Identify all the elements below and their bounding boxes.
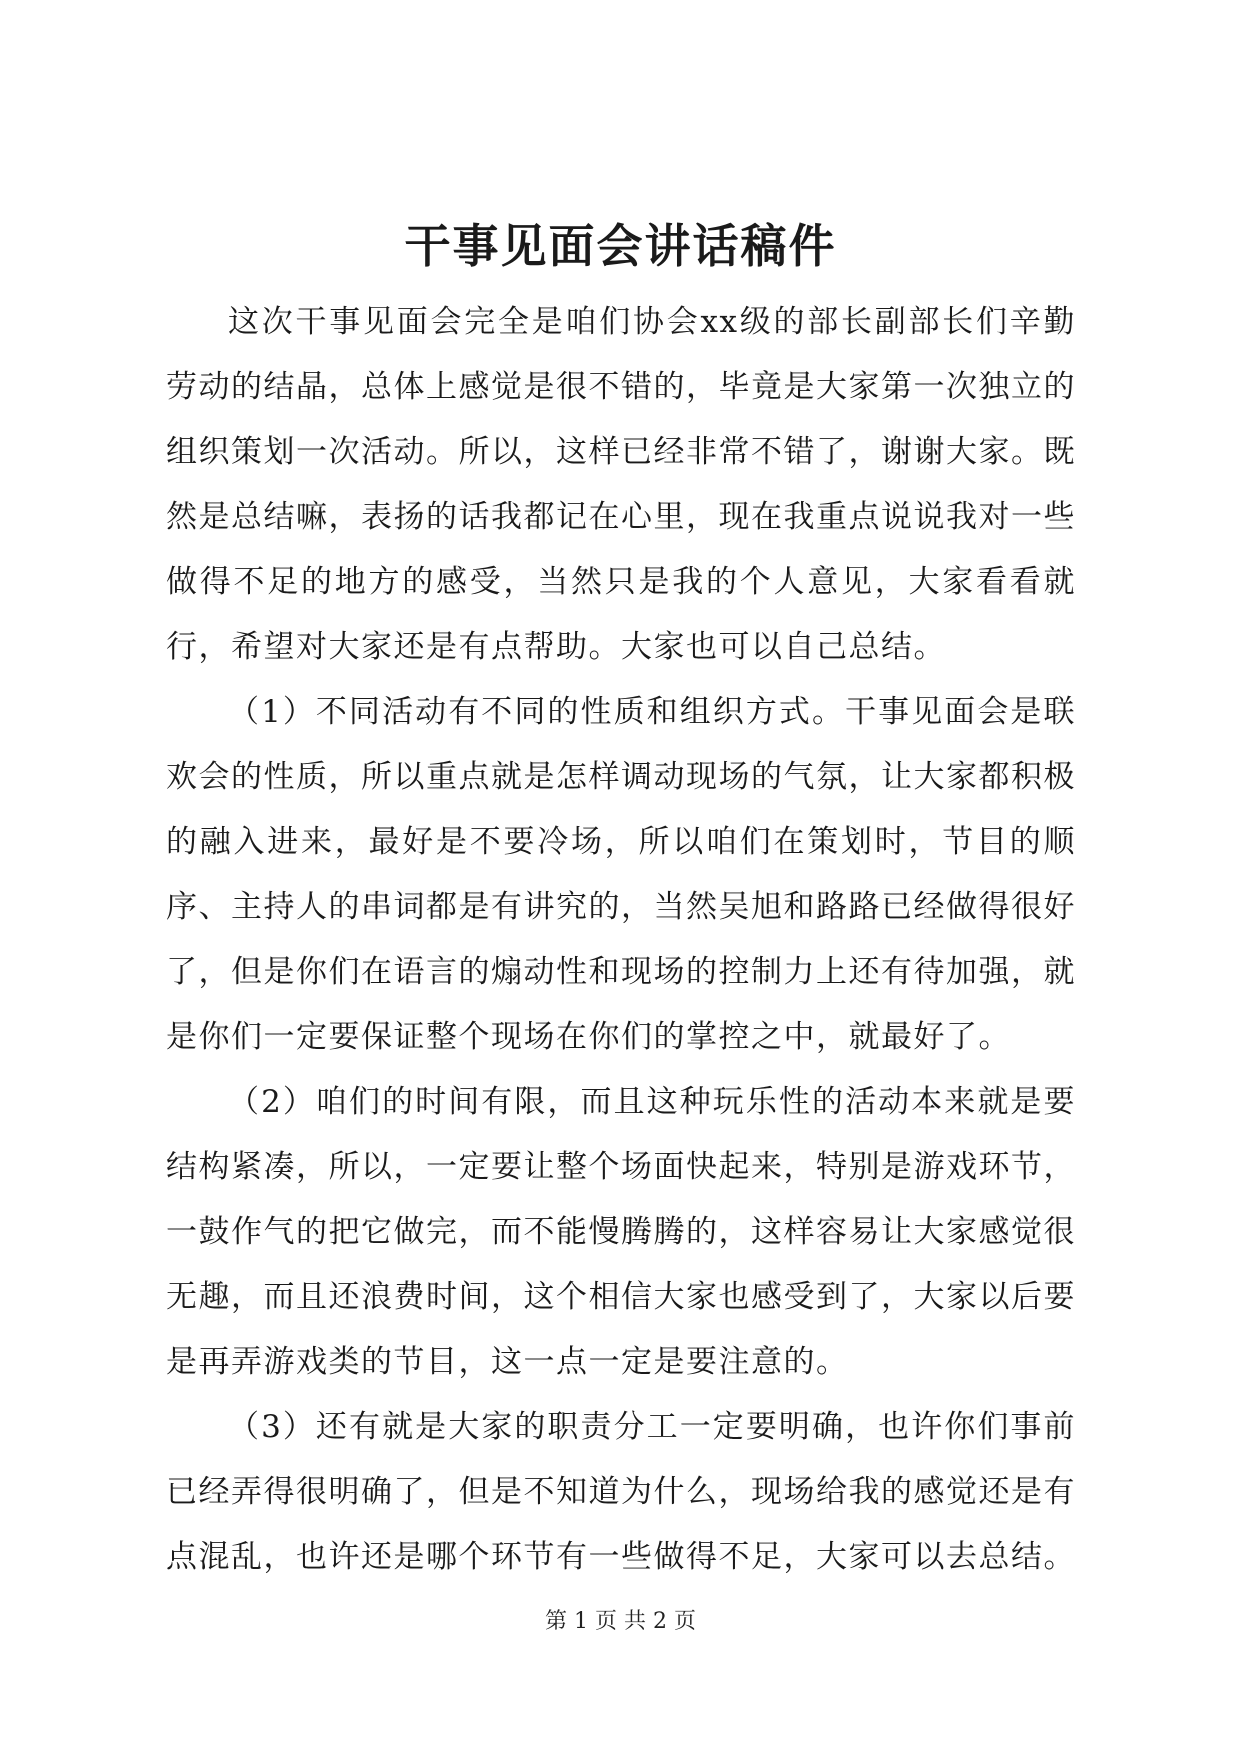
page-number-footer: 第 1 页 共 2 页 — [545, 1609, 696, 1634]
document-title: 干事见面会讲话稿件 — [404, 219, 837, 273]
paragraph-point-1: （1）不同活动有不同的性质和组织方式。干事见面会是联欢会的性质，所以重点就是怎样调动现场的气氛，让大家都积极的融入进来，最好是不要冷场，所以咱们在策划时，节目的顺序、主持人的串词都是有讲究的，当然吴旭和路路已经做得很好了，但是你们在语言的煽动性和现场的控制力上还有待加强，就是你们一定要保证整个现场在你们的掌控之中，就最好了。 — [166, 694, 1076, 1055]
paragraph-intro: 这次干事见面会完全是咱们协会xx级的部长副部长们辛勤劳动的结晶，总体上感觉是很不错的，毕竟是大家第一次独立的组织策划一次活动。所以，这样已经非常不错了，谢谢大家。既然是总结嘛，表扬的话我都记在心里，现在我重点说说我对一些做得不足的地方的感受，当然只是我的个人意见，大家看看就行，希望对大家还是有点帮助。大家也可以自己总结。 — [166, 304, 1076, 665]
paragraph-point-2: （2）咱们的时间有限，而且这种玩乐性的活动本来就是要结构紧凑，所以，一定要让整个场面快起来，特别是游戏环节，一鼓作气的把它做完，而不能慢腾腾的，这样容易让大家感觉很无趣，而且还浪费时间，这个相信大家也感受到了，大家以后要是再弄游戏类的节目，这一点一定是要注意的。 — [166, 1084, 1076, 1380]
document-body — [166, 290, 1076, 1590]
paragraph-point-3: （3）还有就是大家的职责分工一定要明确，也许你们事前已经弄得很明确了，但是不知道为什么，现场给我的感觉还是有点混乱，也许还是哪个环节有一些做得不足，大家可以去总结。 — [166, 1409, 1076, 1575]
